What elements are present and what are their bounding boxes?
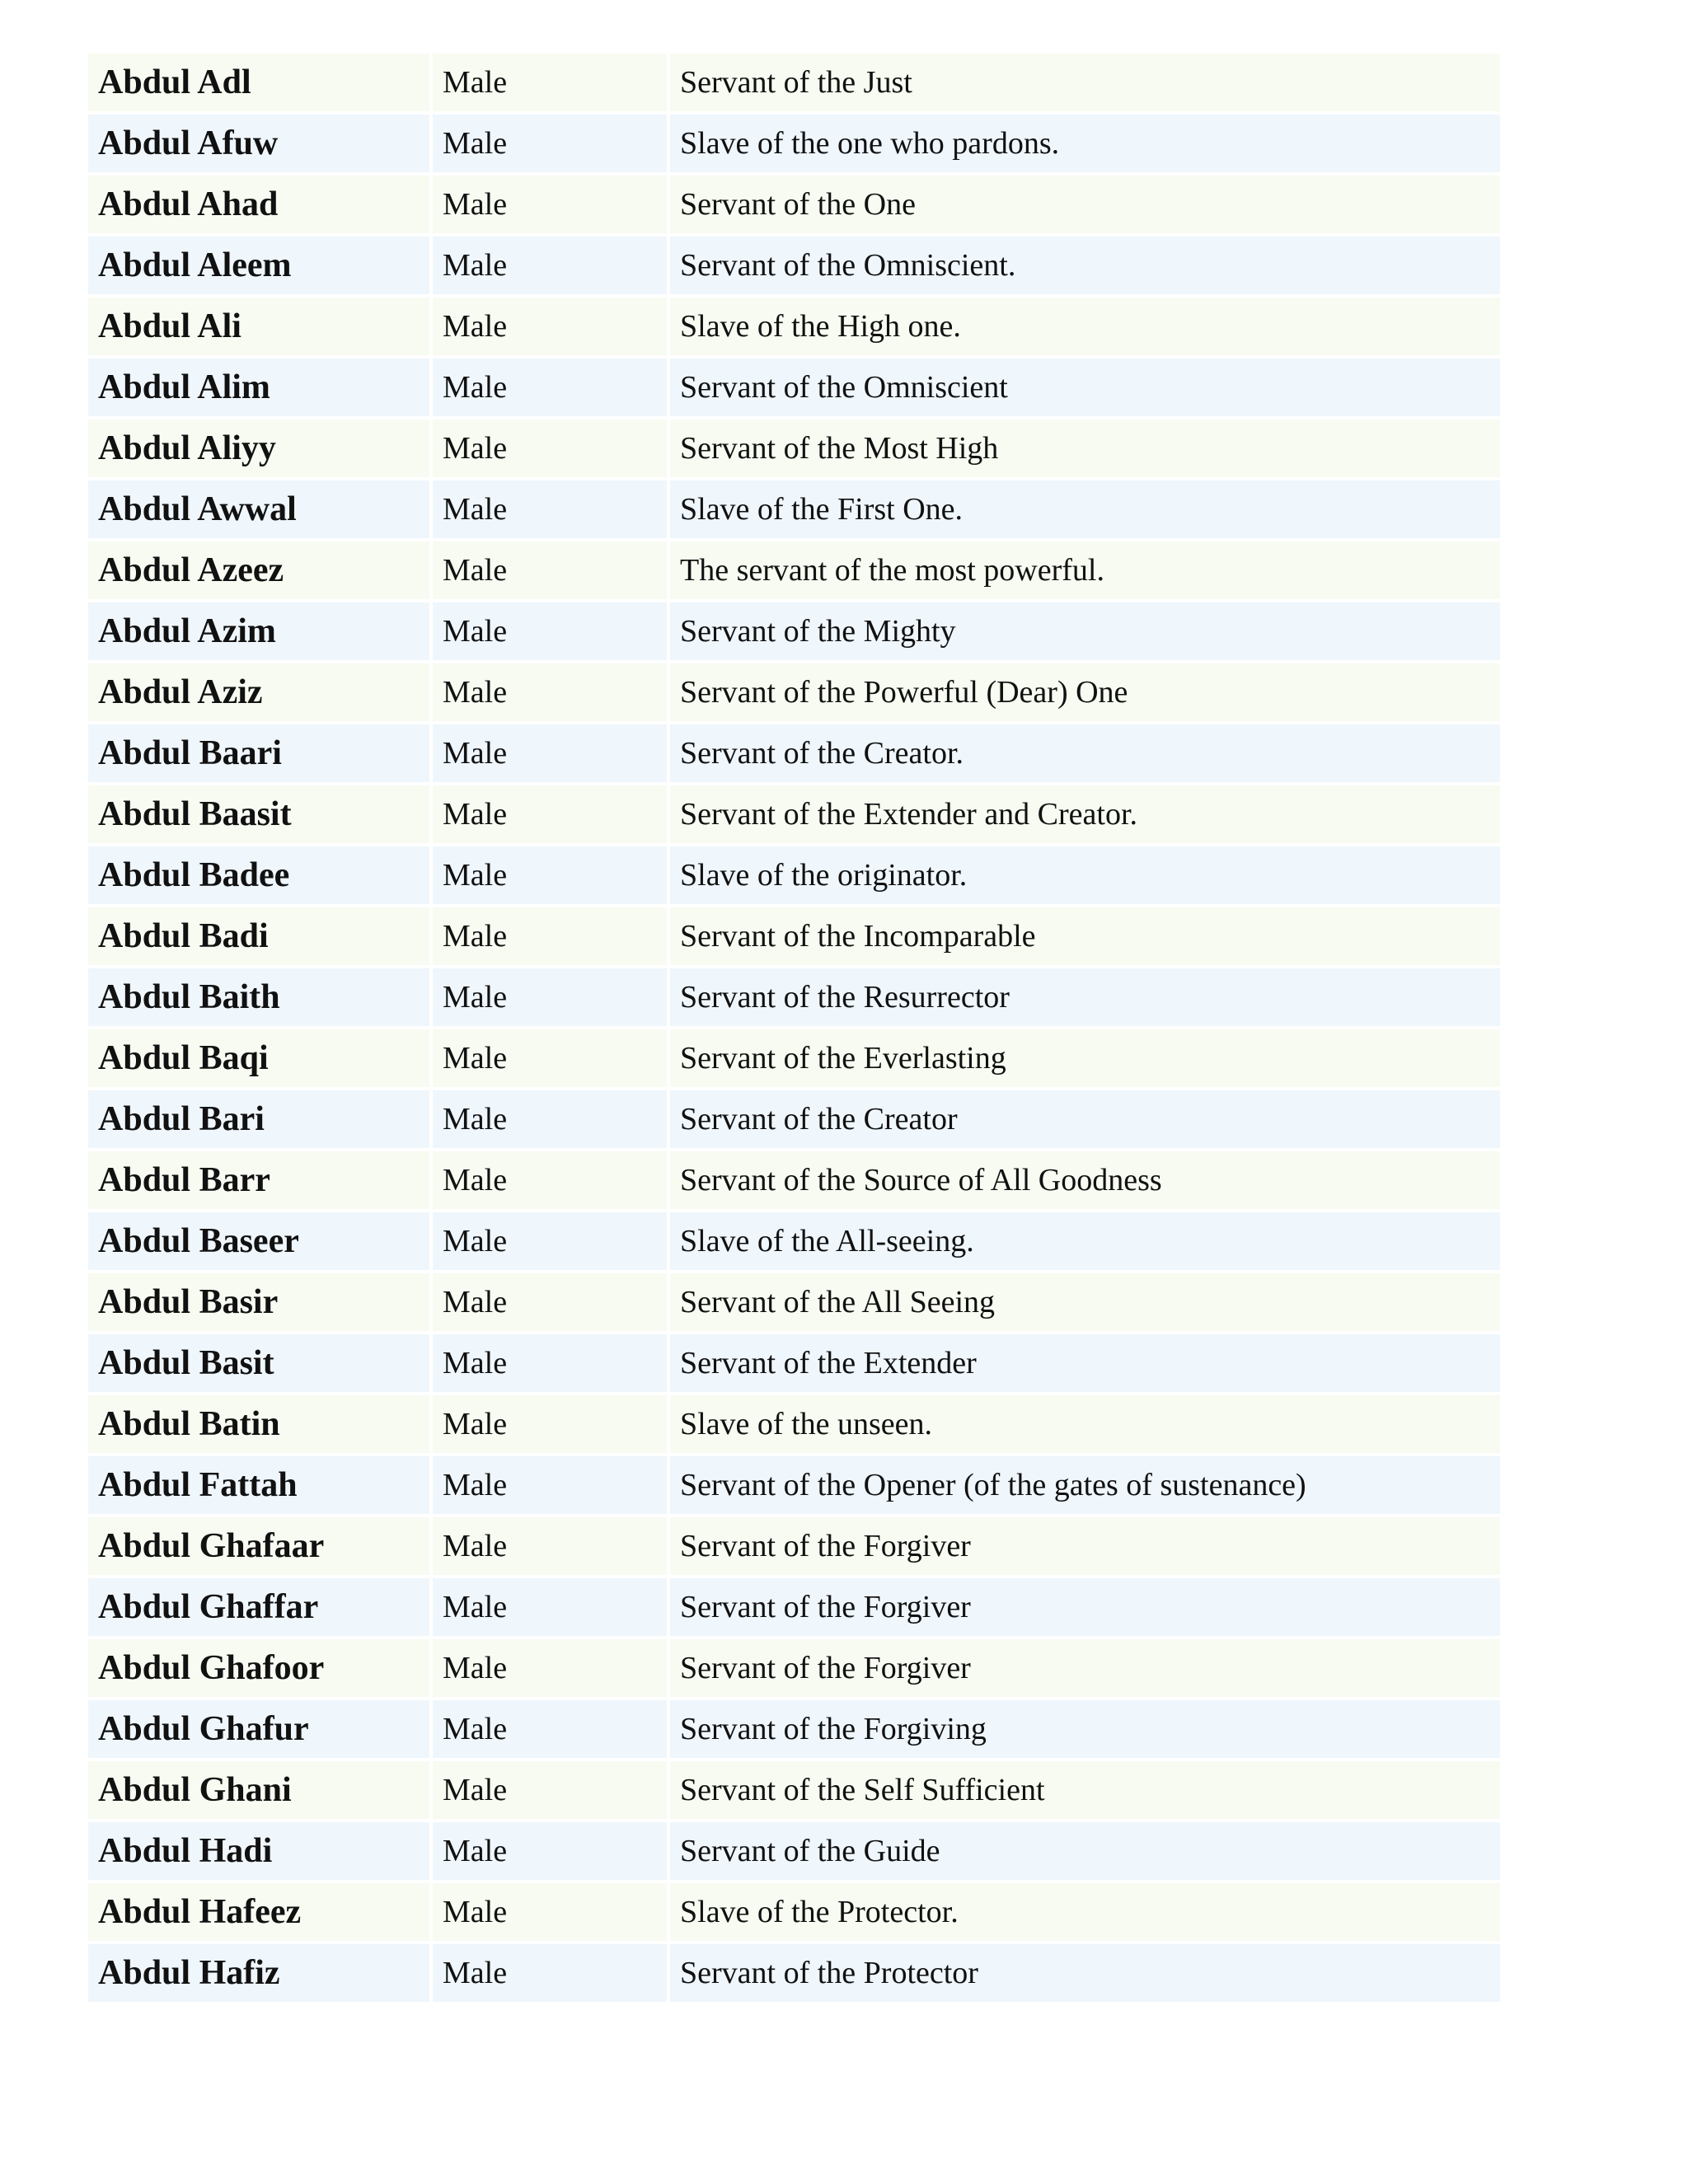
gender-cell: Male <box>433 237 670 294</box>
name-cell: Abdul Ghafaar <box>88 1517 433 1575</box>
table-row <box>88 1944 1500 2002</box>
gender-cell: Male <box>433 115 670 172</box>
gender-cell: Male <box>433 968 670 1026</box>
name-cell: Abdul Ghafoor <box>88 1639 433 1697</box>
name-cell: Abdul Badi <box>88 907 433 965</box>
gender-cell: Male <box>433 785 670 843</box>
meaning-cell: Servant of the Guide <box>670 1822 1500 1880</box>
meaning-cell: Slave of the High one. <box>670 298 1500 355</box>
table-row <box>88 1029 1500 1087</box>
gender-cell: Male <box>433 1944 670 2002</box>
table-row <box>88 359 1500 416</box>
gender-cell: Male <box>433 663 670 721</box>
meaning-cell: Servant of the Mighty <box>670 602 1500 660</box>
name-cell: Abdul Awwal <box>88 480 433 538</box>
table-row <box>88 724 1500 782</box>
gender-cell: Male <box>433 724 670 782</box>
meaning-cell: Servant of the Omniscient. <box>670 237 1500 294</box>
meaning-cell: The servant of the most powerful. <box>670 541 1500 599</box>
name-cell: Abdul Adl <box>88 54 433 111</box>
gender-cell: Male <box>433 1151 670 1209</box>
gender-cell: Male <box>433 298 670 355</box>
gender-cell: Male <box>433 846 670 904</box>
table-row <box>88 1517 1500 1575</box>
gender-cell: Male <box>433 1700 670 1758</box>
name-cell: Abdul Hafeez <box>88 1883 433 1941</box>
gender-cell: Male <box>433 907 670 965</box>
table-row <box>88 480 1500 538</box>
meaning-cell: Servant of the Creator <box>670 1090 1500 1148</box>
gender-cell: Male <box>433 1578 670 1636</box>
table-row <box>88 1273 1500 1331</box>
meaning-cell: Slave of the Protector. <box>670 1883 1500 1941</box>
table-row <box>88 968 1500 1026</box>
name-cell: Abdul Bari <box>88 1090 433 1148</box>
name-cell: Abdul Fattah <box>88 1456 433 1514</box>
name-cell: Abdul Basit <box>88 1334 433 1392</box>
meaning-cell: Slave of the First One. <box>670 480 1500 538</box>
table-row <box>88 907 1500 965</box>
meaning-cell: Servant of the Source of All Goodness <box>670 1151 1500 1209</box>
table-row <box>88 1090 1500 1148</box>
meaning-cell: Servant of the Resurrector <box>670 968 1500 1026</box>
meaning-cell: Servant of the Forgiving <box>670 1700 1500 1758</box>
name-cell: Abdul Alim <box>88 359 433 416</box>
table-row <box>88 846 1500 904</box>
gender-cell: Male <box>433 1883 670 1941</box>
table-row <box>88 602 1500 660</box>
name-cell: Abdul Aziz <box>88 663 433 721</box>
gender-cell: Male <box>433 1029 670 1087</box>
gender-cell: Male <box>433 54 670 111</box>
name-cell: Abdul Baari <box>88 724 433 782</box>
table-row <box>88 1578 1500 1636</box>
name-cell: Abdul Baqi <box>88 1029 433 1087</box>
gender-cell: Male <box>433 1456 670 1514</box>
meaning-cell: Servant of the Powerful (Dear) One <box>670 663 1500 721</box>
meaning-cell: Slave of the All-seeing. <box>670 1212 1500 1270</box>
meaning-cell: Servant of the Forgiver <box>670 1578 1500 1636</box>
meaning-cell: Servant of the Just <box>670 54 1500 111</box>
meaning-cell: Servant of the Self Sufficient <box>670 1761 1500 1819</box>
table-row <box>88 1761 1500 1819</box>
table-row <box>88 663 1500 721</box>
meaning-cell: Slave of the unseen. <box>670 1395 1500 1453</box>
gender-cell: Male <box>433 602 670 660</box>
gender-cell: Male <box>433 1090 670 1148</box>
table-row <box>88 785 1500 843</box>
name-cell: Abdul Ghani <box>88 1761 433 1819</box>
table-row <box>88 541 1500 599</box>
table-row <box>88 1639 1500 1697</box>
meaning-cell: Servant of the Incomparable <box>670 907 1500 965</box>
name-cell: Abdul Hadi <box>88 1822 433 1880</box>
meaning-cell: Servant of the All Seeing <box>670 1273 1500 1331</box>
table-row <box>88 1334 1500 1392</box>
name-cell: Abdul Aliyy <box>88 419 433 477</box>
meaning-cell: Servant of the Forgiver <box>670 1639 1500 1697</box>
meaning-cell: Servant of the Opener (of the gates of sustenance) <box>670 1456 1500 1514</box>
name-cell: Abdul Ali <box>88 298 433 355</box>
meaning-cell: Servant of the Extender <box>670 1334 1500 1392</box>
name-cell: Abdul Aleem <box>88 237 433 294</box>
names-table <box>88 50 1500 2005</box>
table-row <box>88 1700 1500 1758</box>
table-row <box>88 1822 1500 1880</box>
name-cell: Abdul Basir <box>88 1273 433 1331</box>
gender-cell: Male <box>433 419 670 477</box>
name-cell: Abdul Baith <box>88 968 433 1026</box>
gender-cell: Male <box>433 1273 670 1331</box>
table-row <box>88 115 1500 172</box>
name-cell: Abdul Baasit <box>88 785 433 843</box>
table-row <box>88 237 1500 294</box>
table-row <box>88 1212 1500 1270</box>
gender-cell: Male <box>433 1517 670 1575</box>
gender-cell: Male <box>433 1761 670 1819</box>
name-cell: Abdul Azim <box>88 602 433 660</box>
name-cell: Abdul Barr <box>88 1151 433 1209</box>
name-cell: Abdul Ghafur <box>88 1700 433 1758</box>
table-row <box>88 1151 1500 1209</box>
table-row <box>88 298 1500 355</box>
table-row <box>88 1883 1500 1941</box>
gender-cell: Male <box>433 176 670 233</box>
name-cell: Abdul Baseer <box>88 1212 433 1270</box>
gender-cell: Male <box>433 480 670 538</box>
table-row <box>88 176 1500 233</box>
gender-cell: Male <box>433 1212 670 1270</box>
meaning-cell: Servant of the Forgiver <box>670 1517 1500 1575</box>
meaning-cell: Slave of the originator. <box>670 846 1500 904</box>
name-cell: Abdul Batin <box>88 1395 433 1453</box>
name-cell: Abdul Ahad <box>88 176 433 233</box>
gender-cell: Male <box>433 359 670 416</box>
meaning-cell: Servant of the Extender and Creator. <box>670 785 1500 843</box>
meaning-cell: Servant of the Omniscient <box>670 359 1500 416</box>
meaning-cell: Servant of the Most High <box>670 419 1500 477</box>
name-cell: Abdul Hafiz <box>88 1944 433 2002</box>
meaning-cell: Slave of the one who pardons. <box>670 115 1500 172</box>
meaning-cell: Servant of the Protector <box>670 1944 1500 2002</box>
gender-cell: Male <box>433 1822 670 1880</box>
meaning-cell: Servant of the Creator. <box>670 724 1500 782</box>
table-row <box>88 54 1500 111</box>
gender-cell: Male <box>433 541 670 599</box>
gender-cell: Male <box>433 1639 670 1697</box>
names-table-body <box>88 54 1500 2002</box>
meaning-cell: Servant of the Everlasting <box>670 1029 1500 1087</box>
table-row <box>88 1456 1500 1514</box>
name-cell: Abdul Afuw <box>88 115 433 172</box>
name-cell: Abdul Azeez <box>88 541 433 599</box>
table-row <box>88 1395 1500 1453</box>
meaning-cell: Servant of the One <box>670 176 1500 233</box>
gender-cell: Male <box>433 1334 670 1392</box>
gender-cell: Male <box>433 1395 670 1453</box>
table-row <box>88 419 1500 477</box>
name-cell: Abdul Ghaffar <box>88 1578 433 1636</box>
name-cell: Abdul Badee <box>88 846 433 904</box>
